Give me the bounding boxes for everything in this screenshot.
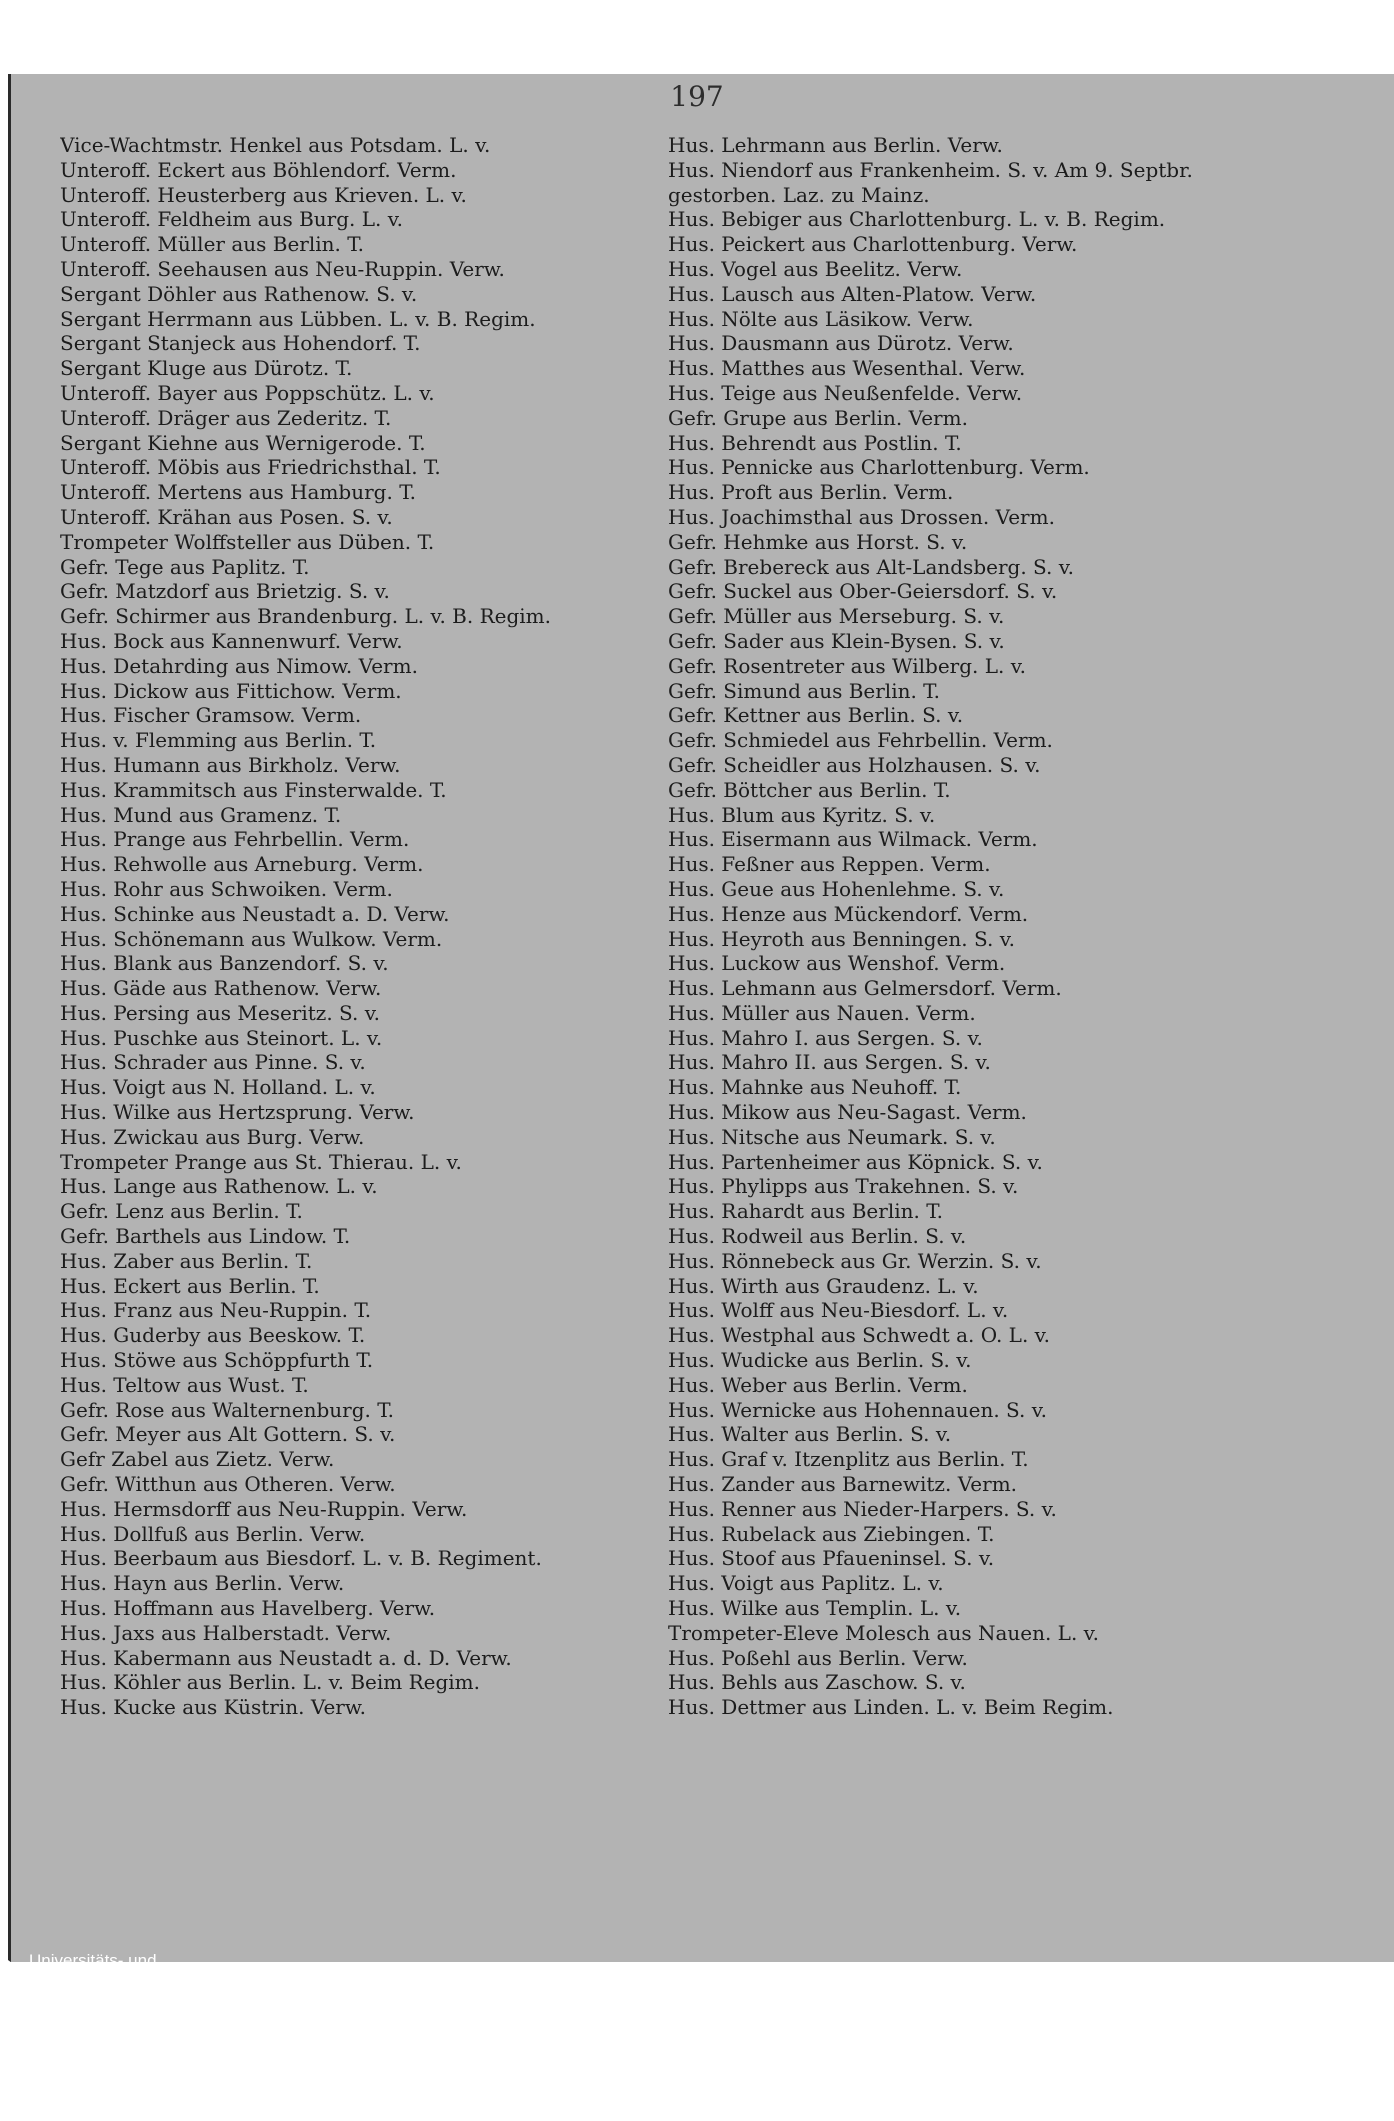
entry-line: Hus. Wudicke aus Berlin. S. v. <box>668 1348 972 1373</box>
entry-line: Hus. Rubelack aus Ziebingen. T. <box>668 1521 995 1546</box>
entry-line: Hus. Hayn aus Berlin. Verw. <box>60 1571 345 1596</box>
entry-line: Gefr. Matzdorf aus Brietzig. S. v. <box>60 579 390 604</box>
entry-line: Gefr. Kettner aus Berlin. S. v. <box>668 703 964 728</box>
entry-line: Gefr. Schirmer aus Brandenburg. L. v. B. Regim. <box>60 604 551 629</box>
entry-line: Hus. Lange aus Rathenow. L. v. <box>60 1174 378 1199</box>
entry-line: Hus. Fischer Gramsow. Verm. <box>60 703 362 728</box>
entry-line: Hus. Dickow aus Fittichow. Verm. <box>60 678 402 703</box>
entry-line: Sergant Döhler aus Rathenow. S. v. <box>60 281 418 306</box>
entry-line: Unteroff. Bayer aus Poppschütz. L. v. <box>60 380 435 405</box>
entry-line: Hus. Kucke aus Küstrin. Verw. <box>60 1695 366 1720</box>
entry-line: Hus. Bock aus Kannenwurf. Verw. <box>60 628 403 653</box>
entry-line: Hus. Dettmer aus Linden. L. v. Beim Regim. <box>668 1695 1114 1720</box>
entry-line: Gefr. Simund aus Berlin. T. <box>668 678 940 703</box>
entry-line: Hus. Persing aus Meseritz. S. v. <box>60 1000 381 1025</box>
entry-line: Hus. Rönnebeck aus Gr. Werzin. S. v. <box>668 1248 1042 1273</box>
right-column-list <box>668 133 1308 1720</box>
entry-line: Hus. Stoof aus Pfaueninsel. S. v. <box>668 1546 995 1571</box>
entry-line: Unteroff. Seehausen aus Neu-Ruppin. Verw. <box>60 256 505 281</box>
entry-line: Hus. Joachimsthal aus Drossen. Verm. <box>668 504 1055 529</box>
entry-line: Hus. Stöwe aus Schöppfurth T. <box>60 1348 374 1373</box>
entry-line: Hus. Pennicke aus Charlottenburg. Verm. <box>668 455 1090 480</box>
entry-line: Gefr Zabel aus Zietz. Verw. <box>60 1447 335 1472</box>
entry-line: Hus. Müller aus Nauen. Verm. <box>668 1000 976 1025</box>
entry-line: Unteroff. Feldheim aus Burg. L. v. <box>60 207 404 232</box>
entry-line: Gefr. Müller aus Merseburg. S. v. <box>668 604 1005 629</box>
entry-line: Hus. Lehrmann aus Berlin. Verw. <box>668 133 1003 157</box>
entry-line: Hus. Wolff aus Neu-Biesdorf. L. v. <box>668 1298 1009 1323</box>
entry-line: Hus. Wilke aus Templin. L. v. <box>668 1596 962 1621</box>
left-column-list <box>60 133 660 1720</box>
entry-line: Hus. Partenheimer aus Köpnick. S. v. <box>668 1149 1043 1174</box>
entry-line: Hus. Kabermann aus Neustadt a. d. D. Verw. <box>60 1645 512 1670</box>
entry-line: Hus. Walter aus Berlin. S. v. <box>668 1422 952 1447</box>
page-number: 197 <box>670 80 724 113</box>
entry-line: Trompeter-Eleve Molesch aus Nauen. L. v. <box>668 1620 1099 1645</box>
entry-line: gestorben. Laz. zu Mainz. <box>668 182 930 207</box>
entry-line: Hus. Feßner aus Reppen. Verm. <box>668 852 991 877</box>
entry-line: Hus. Lehmann aus Gelmersdorf. Verm. <box>668 976 1062 1001</box>
entry-line: Unteroff. Krähan aus Posen. S. v. <box>60 504 393 529</box>
entry-line: Gefr. Rosentreter aus Wilberg. L. v. <box>668 653 1027 678</box>
entry-line: Vice-Wachtmstr. Henkel aus Potsdam. L. v. <box>60 133 491 157</box>
entry-line: Unteroff. Mertens aus Hamburg. T. <box>60 480 416 505</box>
entry-line: Gefr. Tege aus Paplitz. T. <box>60 554 310 579</box>
entry-line: Sergant Kiehne aus Wernigerode. T. <box>60 430 426 455</box>
library-watermark <box>0 1948 300 2008</box>
entry-line: Hus. Eisermann aus Wilmack. Verm. <box>668 827 1038 852</box>
entry-line: Hus. Westphal aus Schwedt a. O. L. v. <box>668 1323 1050 1348</box>
entry-line: Hus. Rehwolle aus Arneburg. Verm. <box>60 852 424 877</box>
entry-line: Gefr. Hehmke aus Horst. S. v. <box>668 529 968 554</box>
entry-line: Hus. Matthes aus Wesenthal. Verw. <box>668 356 1026 381</box>
entry-line: Hus. Lausch aus Alten-Platow. Verw. <box>668 281 1037 306</box>
entry-line: Hus. Mikow aus Neu-Sagast. Verm. <box>668 1100 1027 1125</box>
entry-line: Hus. Voigt aus N. Holland. L. v. <box>60 1075 376 1100</box>
entry-line: Hus. Wilke aus Hertzsprung. Verw. <box>60 1100 415 1125</box>
entry-line: Hus. Mund aus Gramenz. T. <box>60 802 342 827</box>
entry-line: Sergant Herrmann aus Lübben. L. v. B. Regim. <box>60 306 536 331</box>
entry-line: Hus. Behrendt aus Postlin. T. <box>668 430 962 455</box>
entry-line: Hus. Weber aus Berlin. Verm. <box>668 1372 968 1397</box>
entry-line: Gefr. Böttcher aus Berlin. T. <box>668 777 951 802</box>
entry-line: Hus. Blank aus Banzendorf. S. v. <box>60 951 389 976</box>
entry-line: Hus. Henze aus Mückendorf. Verm. <box>668 901 1029 926</box>
entry-line: Hus. Beerbaum aus Biesdorf. L. v. B. Regiment. <box>60 1546 542 1571</box>
entry-line: Hus. Heyroth aus Benningen. S. v. <box>668 926 1015 951</box>
entry-line: Hus. Rahardt aus Berlin. T. <box>668 1199 943 1224</box>
entry-line: Hus. Poßehl aus Berlin. Verw. <box>668 1645 968 1670</box>
entry-line: Hus. Nitsche aus Neumark. S. v. <box>668 1124 996 1149</box>
entry-line: Gefr. Barthels aus Lindow. T. <box>60 1224 351 1249</box>
entry-line: Unteroff. Heusterberg aus Krieven. L. v. <box>60 182 467 207</box>
entry-line: Unteroff. Möbis aus Friedrichsthal. T. <box>60 455 441 480</box>
entry-line: Gefr. Grupe aus Berlin. Verm. <box>668 405 968 430</box>
entry-line: Unteroff. Müller aus Berlin. T. <box>60 232 364 257</box>
entry-line: Hus. Zwickau aus Burg. Verw. <box>60 1124 365 1149</box>
entry-line: Gefr. Brebereck aus Alt-Landsberg. S. v. <box>668 554 1075 579</box>
entry-line: Hus. Dausmann aus Dürotz. Verw. <box>668 331 1014 356</box>
entry-line: Sergant Kluge aus Dürotz. T. <box>60 356 353 381</box>
entry-line: Hus. Proft aus Berlin. Verm. <box>668 480 954 505</box>
entry-line: Hus. Luckow aus Wenshof. Verm. <box>668 951 1006 976</box>
entry-line: Hus. Graf v. Itzenplitz aus Berlin. T. <box>668 1447 1029 1472</box>
entry-line: Hus. Köhler aus Berlin. L. v. Beim Regim. <box>60 1670 480 1695</box>
entry-line: Unteroff. Eckert aus Böhlendorf. Verm. <box>60 157 457 182</box>
entry-line: Unteroff. Dräger aus Zederitz. T. <box>60 405 392 430</box>
entry-line: Hus. Prange aus Fehrbellin. Verm. <box>60 827 410 852</box>
entry-line: Hus. Renner aus Nieder-Harpers. S. v. <box>668 1496 1057 1521</box>
entry-line: Gefr. Schmiedel aus Fehrbellin. Verm. <box>668 728 1053 753</box>
entry-line: Hus. Humann aus Birkholz. Verw. <box>60 752 401 777</box>
library-name: Universitäts- und Landesbibliothek Düsseldorf <box>29 1951 243 1991</box>
entry-line: Hus. Schönemann aus Wulkow. Verm. <box>60 926 443 951</box>
library-logo-icon <box>0 1948 28 1996</box>
entry-line: Hus. Teige aus Neußenfelde. Verw. <box>668 380 1023 405</box>
entry-line: Hus. Geue aus Hohenlehme. S. v. <box>668 876 1005 901</box>
entry-line: Trompeter Wolffsteller aus Düben. T. <box>60 529 435 554</box>
entry-line: Hus. Hermsdorff aus Neu-Ruppin. Verw. <box>60 1496 468 1521</box>
entry-line: Hus. Zander aus Barnewitz. Verm. <box>668 1472 1018 1497</box>
entry-line: Hus. Mahro II. aus Sergen. S. v. <box>668 1050 991 1075</box>
entry-line: Hus. Behls aus Zaschow. S. v. <box>668 1670 966 1695</box>
entry-line: Hus. Rohr aus Schwoiken. Verm. <box>60 876 393 901</box>
entry-line: Hus. Vogel aus Beelitz. Verw. <box>668 256 963 281</box>
entry-line: Hus. Hoffmann aus Havelberg. Verw. <box>60 1596 436 1621</box>
entry-line: Hus. Wernicke aus Hohennauen. S. v. <box>668 1397 1048 1422</box>
entry-line: Hus. Schinke aus Neustadt a. D. Verw. <box>60 901 450 926</box>
entry-line: Hus. Franz aus Neu-Ruppin. T. <box>60 1298 372 1323</box>
entry-line: Hus. Mahnke aus Neuhoff. T. <box>668 1075 962 1100</box>
entry-line: Hus. Peickert aus Charlottenburg. Verw. <box>668 232 1078 257</box>
entry-line: Hus. Guderby aus Beeskow. T. <box>60 1323 366 1348</box>
entry-line: Hus. Zaber aus Berlin. T. <box>60 1248 313 1273</box>
entry-line: Hus. Bebiger aus Charlottenburg. L. v. B. Regim. <box>668 207 1166 232</box>
entry-line: Hus. Wirth aus Graudenz. L. v. <box>668 1273 979 1298</box>
entry-line: Gefr. Suckel aus Ober-Geiersdorf. S. v. <box>668 579 1058 604</box>
entry-line: Hus. Detahrding aus Nimow. Verm. <box>60 653 418 678</box>
entry-line: Hus. Phylipps aus Trakehnen. S. v. <box>668 1174 1019 1199</box>
entry-line: Hus. Eckert aus Berlin. T. <box>60 1273 320 1298</box>
entry-line: Hus. Schrader aus Pinne. S. v. <box>60 1050 366 1075</box>
entry-line: Hus. v. Flemming aus Berlin. T. <box>60 728 377 753</box>
entry-line: Gefr. Rose aus Walternenburg. T. <box>60 1397 394 1422</box>
entry-line: Hus. Krammitsch aus Finsterwalde. T. <box>60 777 447 802</box>
entry-line: Sergant Stanjeck aus Hohendorf. T. <box>60 331 421 356</box>
entry-line: Gefr. Witthun aus Otheren. Verw. <box>60 1472 396 1497</box>
entry-line: Gefr. Meyer aus Alt Gottern. S. v. <box>60 1422 396 1447</box>
entry-line: Gefr. Sader aus Klein-Bysen. S. v. <box>668 628 1005 653</box>
entry-line: Hus. Puschke aus Steinort. L. v. <box>60 1025 383 1050</box>
entry-line: Hus. Rodweil aus Berlin. S. v. <box>668 1224 967 1249</box>
entry-line: Hus. Voigt aus Paplitz. L. v. <box>668 1571 944 1596</box>
entry-line: Hus. Gäde aus Rathenow. Verw. <box>60 976 382 1001</box>
entry-line: Hus. Nölte aus Läsikow. Verw. <box>668 306 974 331</box>
entry-line: Gefr. Lenz aus Berlin. T. <box>60 1199 303 1224</box>
entry-line: Hus. Dollfuß aus Berlin. Verw. <box>60 1521 366 1546</box>
entry-line: Hus. Teltow aus Wust. T. <box>60 1372 309 1397</box>
entry-line: Hus. Mahro I. aus Sergen. S. v. <box>668 1025 983 1050</box>
entry-line: Trompeter Prange aus St. Thierau. L. v. <box>60 1149 462 1174</box>
entry-line: Hus. Niendorf aus Frankenheim. S. v. Am 9. Septbr. <box>668 157 1193 182</box>
entry-line: Hus. Blum aus Kyritz. S. v. <box>668 802 936 827</box>
entry-line: Hus. Jaxs aus Halberstadt. Verw. <box>60 1620 392 1645</box>
entry-line: Gefr. Scheidler aus Holzhausen. S. v. <box>668 752 1041 777</box>
